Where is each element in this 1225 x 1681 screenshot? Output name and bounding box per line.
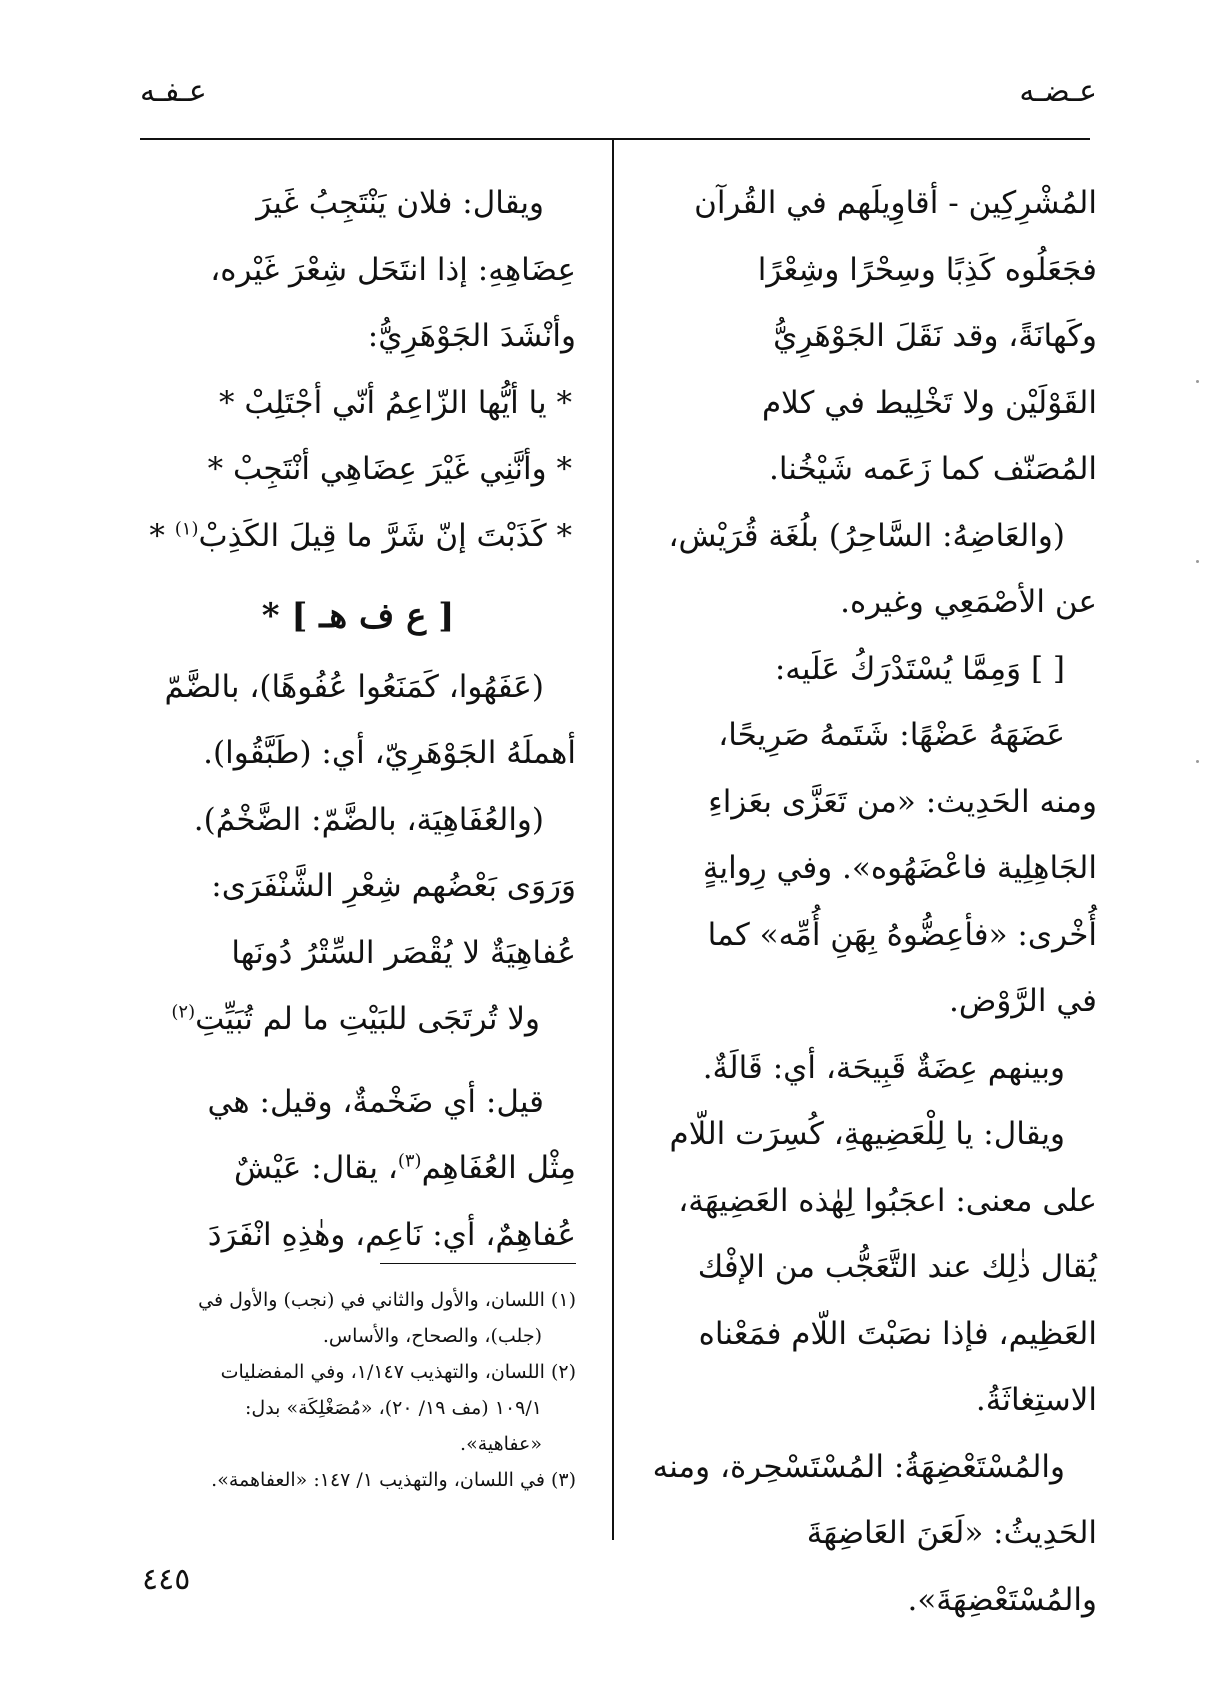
header-rule [140,138,1090,140]
column-divider [612,140,614,1540]
text-line: والمُسْتَعْضِهَةَ». [907,1581,1097,1618]
text-line: القَوْلَيْن ولا تَخْلِيط في كلام [761,384,1097,421]
poem-hemistich: عُفاهِيَةٌ لا يُقْصَر السِّتْرُ دُونَها [231,934,576,971]
text-line: فجَعَلُوه كَذِبًا وسِحْرًا وشِعْرًا [757,251,1097,288]
text-line: ويقال: فلان يَنْتَجِبُ غَيرَ [256,185,544,221]
text-line: أهملَهُ الجَوْهَرِيّ، أي: (طَبَّقُوا). [203,735,576,771]
footnote: (٣) في اللسان، والتهذيب ١/ ١٤٧: «العفاهمة». [211,1469,576,1491]
verse-line: * وأنَّنِي غَيْرَ عِضَاهِي أنْتَجِبْ * [207,451,572,487]
text-line: عُفاهِمٌ، أي: نَاعِم، وهٰذِهِ انْفَرَدَ [207,1216,576,1253]
text-line: ومنه الحَدِيث: «من تَعَزَّى بعَزاءِ [708,783,1097,820]
footnote-continuation: (جلب)، والصحاح، والأساس. [322,1325,542,1347]
footnote-ref: (٢) [171,1001,196,1023]
scan-speck [1196,380,1199,383]
verse-line [140,503,576,570]
footnote-continuation: ١٠٩/١ (مف ١٩/ ٢٠)، «مُصَغْلِكَة» بدل: [244,1397,542,1419]
text-line: (والعَاضِهُ: السَّاحِرُ) بلُغَة قُرَيْش، [668,517,1065,554]
text-fragment: مِثْل العُفَاهِم [421,1150,576,1186]
text-line: (والعُفَاهِيَة، بالضَّمّ: الضَّخْمُ). [193,801,544,838]
text-line: وأنْشَدَ الجَوْهَرِيُّ: [367,318,576,354]
text-line: في الرَّوْض. [949,983,1097,1019]
running-header-left: عـفـه [140,74,207,109]
footnotes [140,1282,576,1498]
text-line: الحَدِيثُ: «لَعَنَ العَاضِهَةَ [806,1515,1097,1551]
text-line: قيل: أي ضَخْمةٌ، وقيل: هي [207,1083,544,1120]
text-line: والمُسْتَعْضِهَةُ: المُسْتَسْحِرة، ومنه [652,1448,1065,1485]
text-line: المُشْرِكِين - أقاوِيلَهم في القُرآن [694,185,1097,221]
text-line: [ ] وَمِمَّا يُسْتَدْرَكُ عَلَيه: [774,650,1065,687]
text-line: وَرَوَى بَعْضُهم شِعْرِ الشَّنْفَرَى: [211,868,576,904]
text-line [140,1135,576,1202]
text-line: وبينهم عِضَةٌ قَبِيحَة، أي: قَالَةٌ. [702,1049,1065,1086]
verse-text: * كَذَبْتَ إنّ شَرَّ ما قِيلَ الكَذِبْ [198,517,572,554]
page-number: ٤٤٥ [142,1562,191,1597]
scan-speck [1196,760,1199,763]
text-line: يُقال ذٰلِك عند التَّعَجُّب من الإفْك [697,1249,1097,1285]
text-line: وكَهانَةً، وقد نَقَلَ الجَوْهَرِيُّ [773,318,1097,354]
footnote-ref: (١) [174,518,199,540]
text-line: عَضَهَهُ عَضْهًا: شَتَمهُ صَرِيحًا، [718,717,1065,753]
text-fragment: ، يقال: عَيْشٌ [234,1150,398,1186]
verse-line: * يا أيُّها الزّاعِمُ أنّي أجْتَلِبْ * [219,384,572,421]
text-line: الجَاهِلِية فاعْضَهُوه». وفي رِوايةٍ [702,850,1097,886]
text-line: أُخْرى: «فأعِضُّوهُ بِهَنِ أُمِّه» كما [707,916,1097,953]
text-line: المُصَنّف كما زَعَمه شَيْخُنا. [769,451,1097,487]
text-line: عِضَاهِهِ: إذا انتَحَل شِعْرَ غَيْره، [210,251,576,288]
footnote-rule [380,1263,576,1264]
text-line: الاستِغاثَةُ. [975,1382,1097,1418]
text-line: ويقال: يا لِلْعَضِيهةِ، كُسِرَت اللّام [669,1116,1065,1152]
poem-hemistich [140,986,576,1053]
text-line: على معنى: اعجَبُوا لِهٰذه العَضِيهَة، [678,1182,1097,1219]
running-header-right: عـضـه [1019,74,1097,109]
left-column [140,170,576,1268]
footnote-ref: (٣) [397,1150,422,1172]
text-line: (عَفَهُوا، كَمَنَعُوا عُفُوهًا)، بالضَّمّ [164,668,544,705]
right-column [647,170,1097,1633]
verse-end: * [149,517,175,554]
entry-headword: [ ع ف هـ ] * [261,596,455,636]
text-line: عن الأصْمَعِي وغيره. [840,584,1097,620]
footnote-continuation: «عفاهية». [460,1433,542,1455]
footnote: (٢) اللسان، والتهذيب ١/١٤٧، وفي المفضليات [220,1361,576,1383]
text-line: العَظِيم، فإذا نصَبْتَ اللّام فمَعْناه [698,1315,1097,1352]
poem-text: ولا تُرتَجَى للبَيْتِ ما لم تُبَيِّتِ [195,1001,540,1037]
footnote: (١) اللسان، والأول والثاني في (نجب) والأول في [198,1289,576,1311]
scan-speck [1196,560,1199,563]
